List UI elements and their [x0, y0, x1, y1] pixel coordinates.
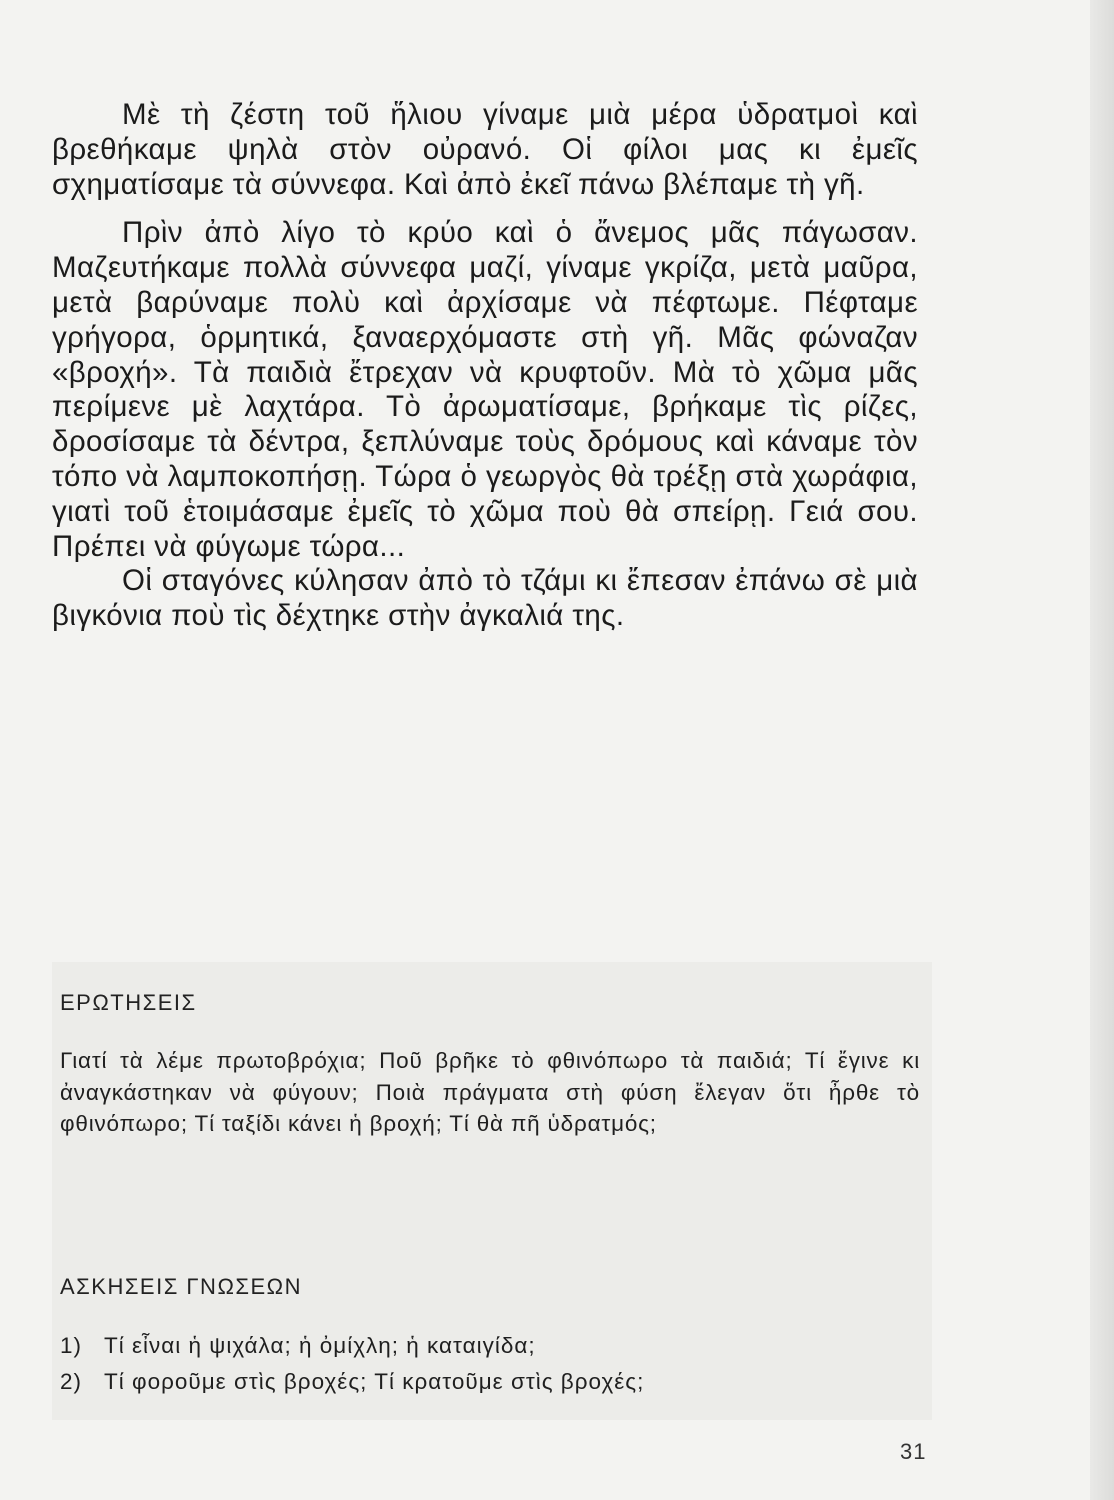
story-paragraph-1: Μὲ τὴ ζέστη τοῦ ἥλιου γίναμε μιὰ μέρα ὑδρατμοὶ καὶ βρεθήκαμε ψηλὰ στὸν οὐρανό. Οἱ φίλοι μας κι ἐμεῖς σχηματίσαμε τὰ σύννεφα. Καὶ ἀπὸ ἐκεῖ πάνω βλέπαμε τὴ γῆ. — [52, 98, 918, 201]
exercise-number: 2) — [60, 1369, 83, 1394]
questions-text: Γιατί τὰ λέμε πρωτοβρόχια; Ποῦ βρῆκε τὸ φθινόπωρο τὰ παιδιά; Τί ἔγινε κι ἀναγκάστηκαν νὰ φύγουν; Ποιὰ πράγματα στὴ φύση ἔλεγαν ὅτι ἦρθε τὸ φθινόπωρο; Τί ταξίδι κάνει ἡ βροχή; Τί θὰ πῆ ὑδρατμός; — [60, 1048, 920, 1136]
page-number: 31 — [900, 1439, 927, 1464]
exercise-item — [60, 1328, 644, 1364]
questions-heading: ΕΡΩΤΗΣΕΙΣ — [60, 990, 197, 1015]
exercise-text: Τί φοροῦμε στὶς βροχές; Τί κρατοῦμε στὶς βροχές; — [104, 1369, 645, 1394]
story-paragraph-2: Πρὶν ἀπὸ λίγο τὸ κρύο καὶ ὁ ἄνεμος μᾶς πάγωσαν. Μαζευτήκαμε πολλὰ σύννεφα μαζί, γίναμε γκρίζα, μετὰ μαῦρα, μετὰ βαρύναμε πολὺ καὶ ἀρχίσαμε νὰ πέφτωμε. Πέφταμε γρήγορα, ὁρμητικά, ξαναερχόμαστε στὴ γῆ. Μᾶς φώναζαν «βροχή». Τὰ παιδιὰ ἔτρεχαν νὰ κρυφτοῦν. Μὰ τὸ χῶμα μᾶς περίμενε μὲ λαχτάρα. Τὸ ἀρωματίσαμε, βρήκαμε τὶς ρίζες, δροσίσαμε τὰ δέντρα, ξεπλύναμε τοὺς δρόμους καὶ κάναμε τὸν τόπο νὰ λαμποκοπήσῃ. Τώρα ὁ γεωργὸς θὰ τρέξῃ στὰ χωράφια, γιατὶ τοῦ ἑτοιμάσαμε ἐμεῖς τὸ χῶμα ποὺ θὰ σπείρῃ. Γειά σου. Πρέπει νὰ φύγωμε τώρα... — [52, 216, 918, 563]
exercise-number: 1) — [60, 1333, 83, 1358]
exercise-text: Τί εἶναι ἡ ψιχάλα; ἡ ὀμίχλη; ἡ καταιγίδα; — [104, 1333, 536, 1358]
story-text — [52, 98, 918, 634]
exercises-heading: ΑΣΚΗΣΕΙΣ ΓΝΩΣΕΩΝ — [60, 1274, 302, 1299]
story-paragraph-3: Οἱ σταγόνες κύλησαν ἀπὸ τὸ τζάμι κι ἔπεσαν ἐπάνω σὲ μιὰ βιγκόνια ποὺ τὶς δέχτηκε στὴν ἀγκαλιά της. — [52, 564, 918, 633]
exercise-item — [60, 1364, 644, 1400]
page-edge-shadow — [1090, 0, 1114, 1500]
exercise-list — [60, 1328, 644, 1400]
